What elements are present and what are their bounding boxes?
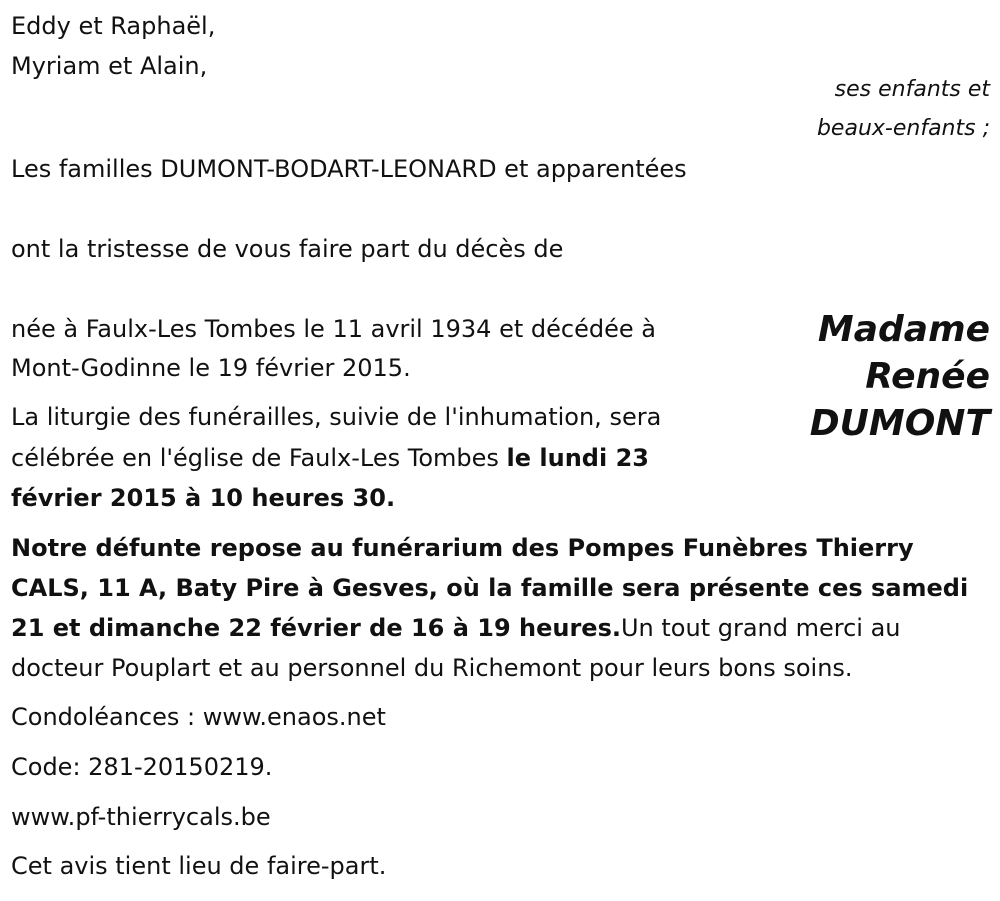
funerarium-hours: 21 et dimanche 22 février de 16 à 19 heures. — [11, 614, 621, 642]
condolences-text: Condoléances : www.enaos.net — [11, 703, 386, 731]
notice-text: Cet avis tient lieu de faire-part. — [11, 852, 387, 880]
liturgy-date-part-1: le lundi 23 — [506, 444, 649, 472]
family-relation-2: beaux-enfants ; — [816, 116, 990, 141]
liturgy-line-2 — [11, 438, 649, 478]
website-text: www.pf-thierrycals.be — [11, 803, 271, 831]
family-children-1: Eddy et Raphaël, — [11, 12, 216, 40]
liturgy-line-2-text: célébrée en l'église de Faulx-Les Tombes — [11, 444, 507, 472]
code-text: Code: 281-20150219. — [11, 753, 273, 781]
funerarium-line-1: Notre défunte repose au funérarium des Pompes Funèbres Thierry — [11, 534, 914, 562]
birth-death-line-1: née à Faulx-Les Tombes le 11 avril 1934 et décédée à — [11, 315, 656, 343]
family-relation-1: ses enfants et — [834, 77, 990, 102]
deceased-title: Madame — [817, 309, 990, 350]
thanks-text-2: docteur Pouplart et au personnel du Richemont pour leurs bons soins. — [11, 654, 853, 682]
deceased-name — [810, 306, 990, 447]
announcement-text: ont la tristesse de vous faire part du décès de — [11, 235, 564, 263]
liturgy-date-part-2: février 2015 à 10 heures 30. — [11, 484, 396, 512]
funerarium-line-3 — [11, 608, 901, 648]
liturgy-line-1: La liturgie des funérailles, suivie de l'inhumation, sera — [11, 403, 662, 431]
thanks-text-1: Un tout grand merci au — [620, 614, 901, 642]
deceased-last-name: DUMONT — [809, 403, 990, 444]
family-children-2: Myriam et Alain, — [11, 52, 208, 80]
funerarium-line-2: CALS, 11 A, Baty Pire à Gesves, où la famille sera présente ces samedi — [11, 574, 969, 602]
deceased-first-name: Renée — [865, 356, 990, 397]
family-others: Les familles DUMONT-BODART-LEONARD et apparentées — [11, 155, 687, 183]
birth-death-line-2: Mont-Godinne le 19 février 2015. — [11, 354, 411, 382]
